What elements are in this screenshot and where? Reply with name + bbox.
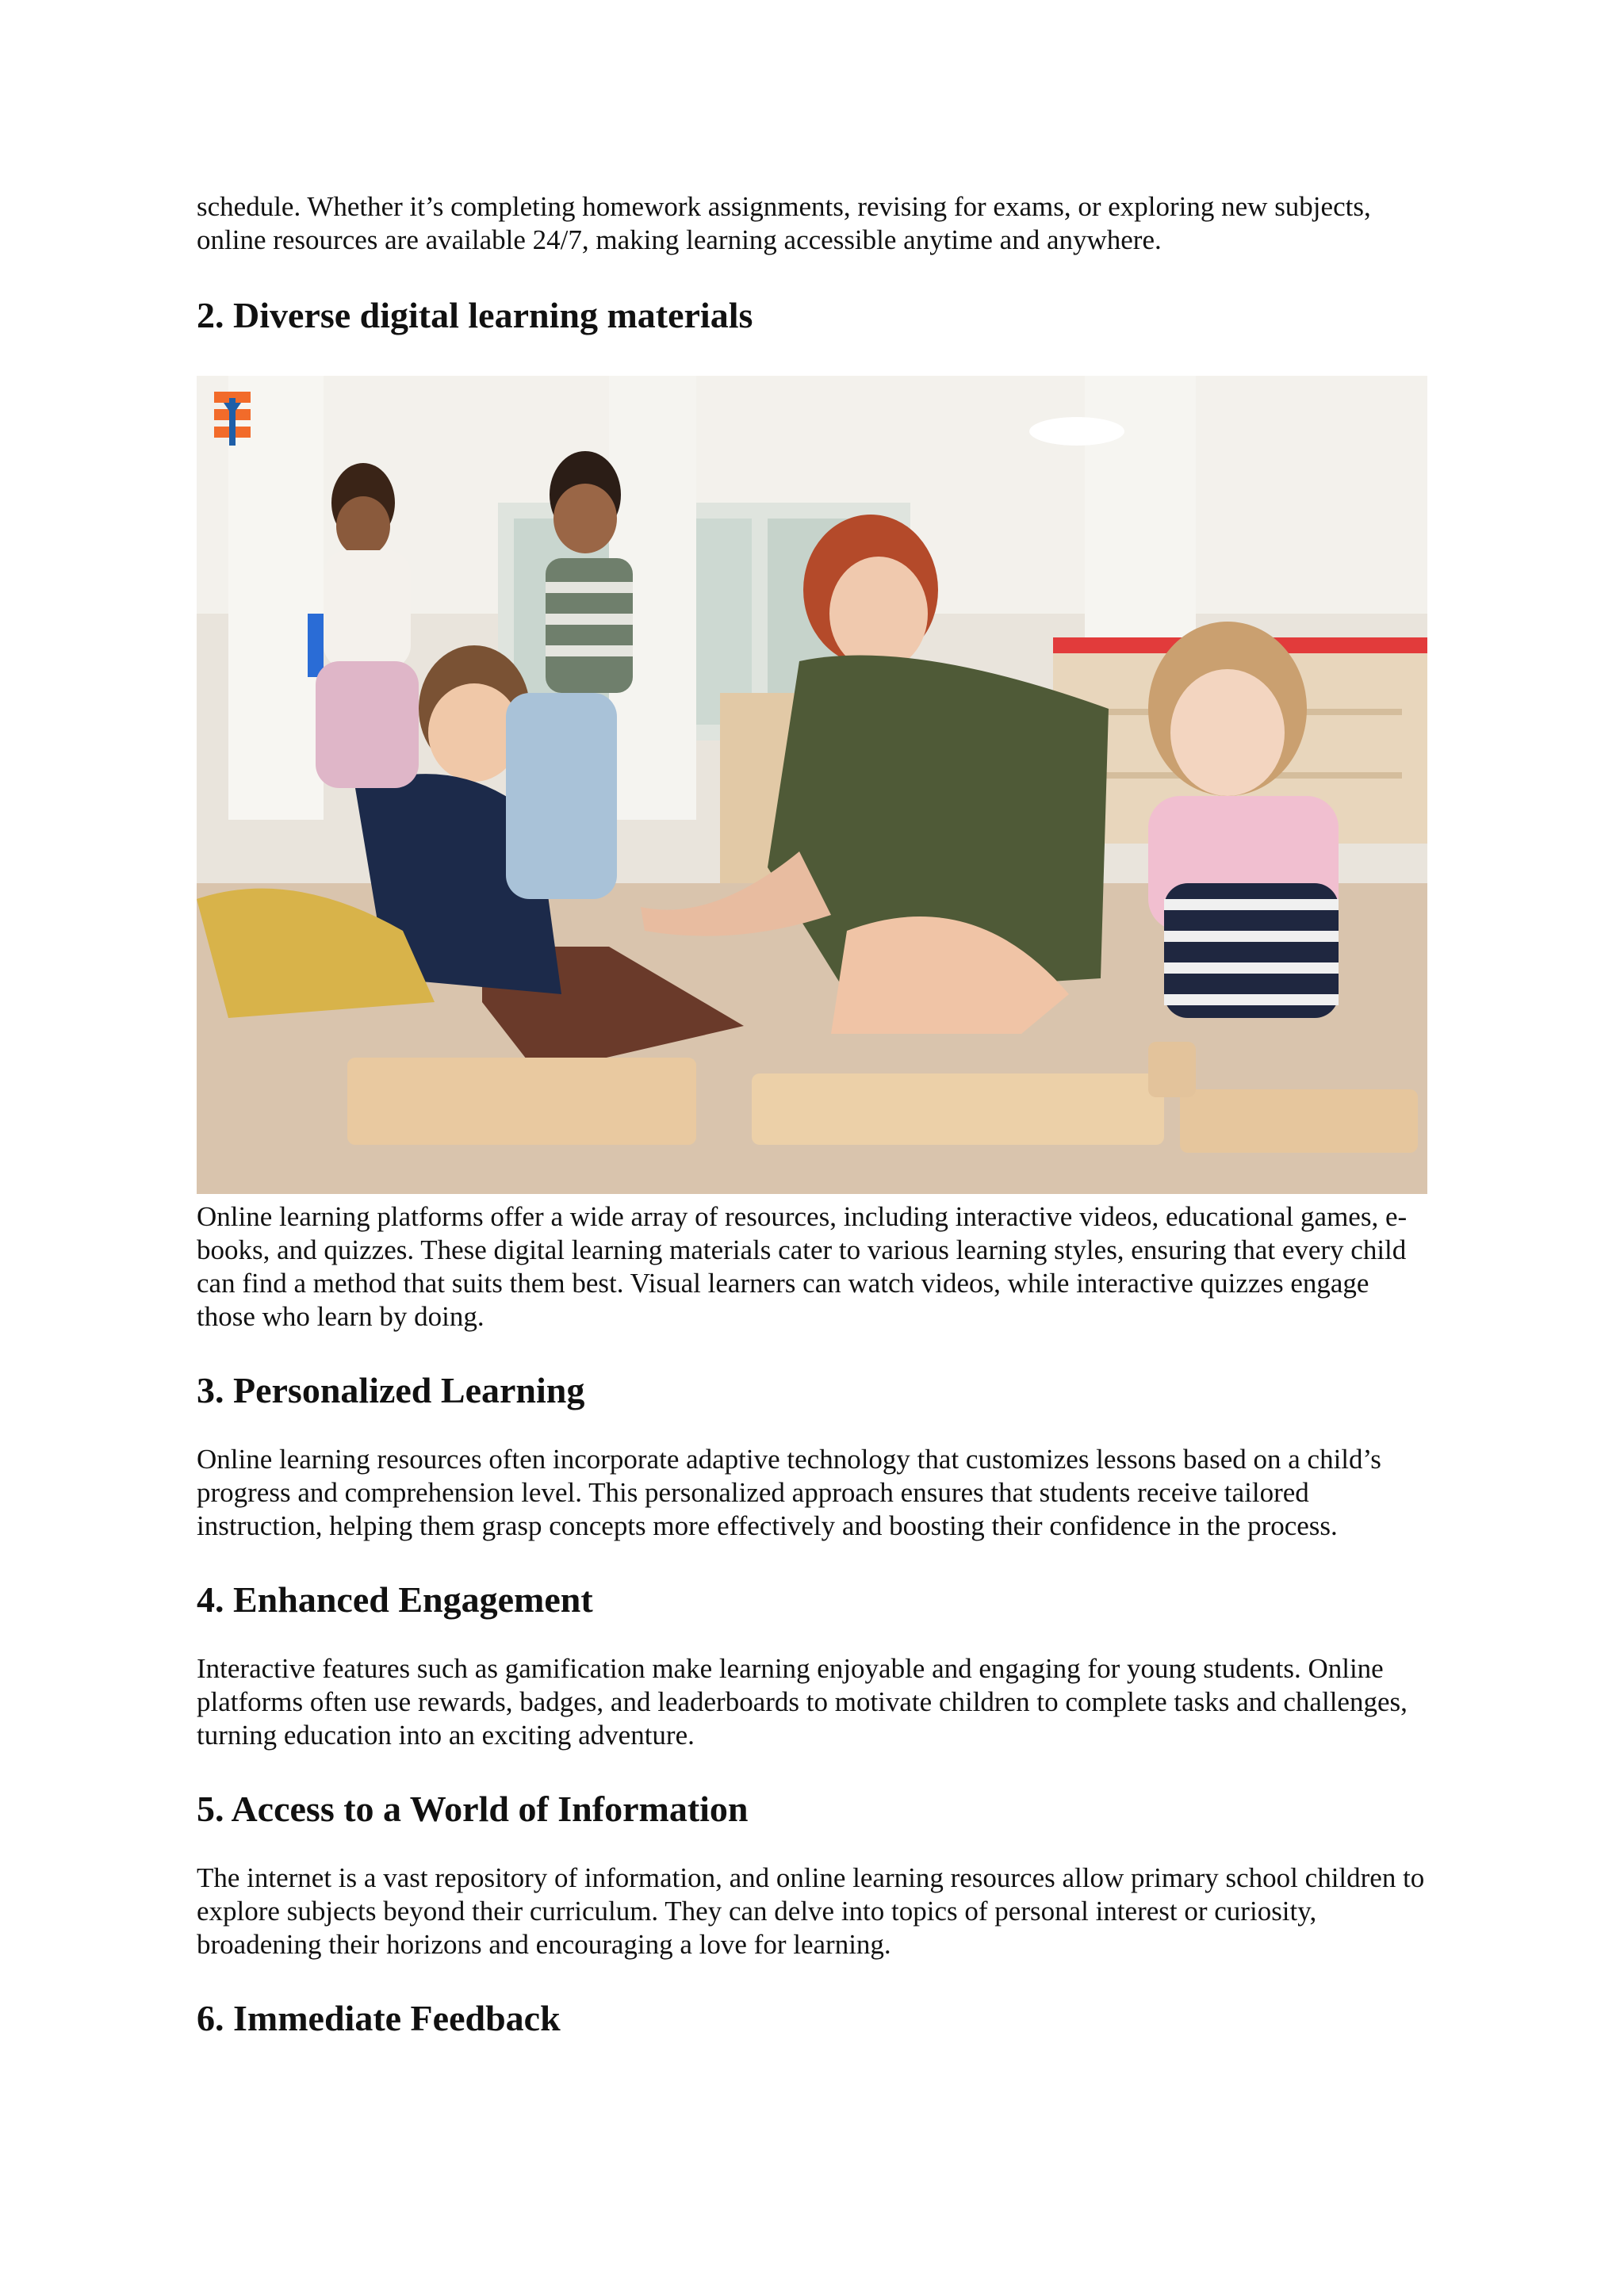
document-page: [197, 190, 1434, 2041]
section-heading-immediate-feedback: 6. Immediate Feedback: [197, 1998, 561, 2038]
brand-logo-icon: [214, 392, 251, 449]
section-heading-enhanced-engagement: 4. Enhanced Engagement: [197, 1579, 593, 1620]
section-body-diverse-materials: Online learning platforms offer a wide array of resources, including interactive videos, educational games, e-books, and quizzes. These digital learning materials cater to various learning styles, ensuring that every child can find a method that suits them best. Visual learners can watch videos, while interactive quizzes engage those who learn by doing.: [197, 1201, 1408, 1332]
intro-paragraph: schedule. Whether it’s completing homework assignments, revising for exams, or exploring new subjects, online resources are available 24/7, making learning accessible anytime and anywhere.: [197, 191, 1371, 255]
section-body-personalized-learning: Online learning resources often incorporate adaptive technology that customizes lessons based on a child’s progress and comprehension level. This personalized approach ensures that students receive tailored instruction, helping them grasp concepts more effectively and boosting their confidence in the process.: [197, 1444, 1381, 1541]
classroom-photo: [197, 376, 1427, 1194]
section-heading-diverse-materials: 2. Diverse digital learning materials: [197, 295, 753, 335]
section-body-world-of-information: The internet is a vast repository of information, and online learning resources allow primary school children to explore subjects beyond their curriculum. They can delve into topics of personal interest or curiosity, broadening their horizons and encouraging a love for learning.: [197, 1862, 1425, 1960]
section-heading-personalized-learning: 3. Personalized Learning: [197, 1370, 585, 1410]
section-heading-world-of-information: 5. Access to a World of Information: [197, 1789, 749, 1829]
section-body-enhanced-engagement: Interactive features such as gamification make learning enjoyable and engaging for young students. Online platforms often use rewards, badges, and leaderboards to motivate children to complete tasks and challenges, turning education into an exciting adventure.: [197, 1653, 1408, 1751]
classroom-illustration: [197, 376, 1427, 1194]
